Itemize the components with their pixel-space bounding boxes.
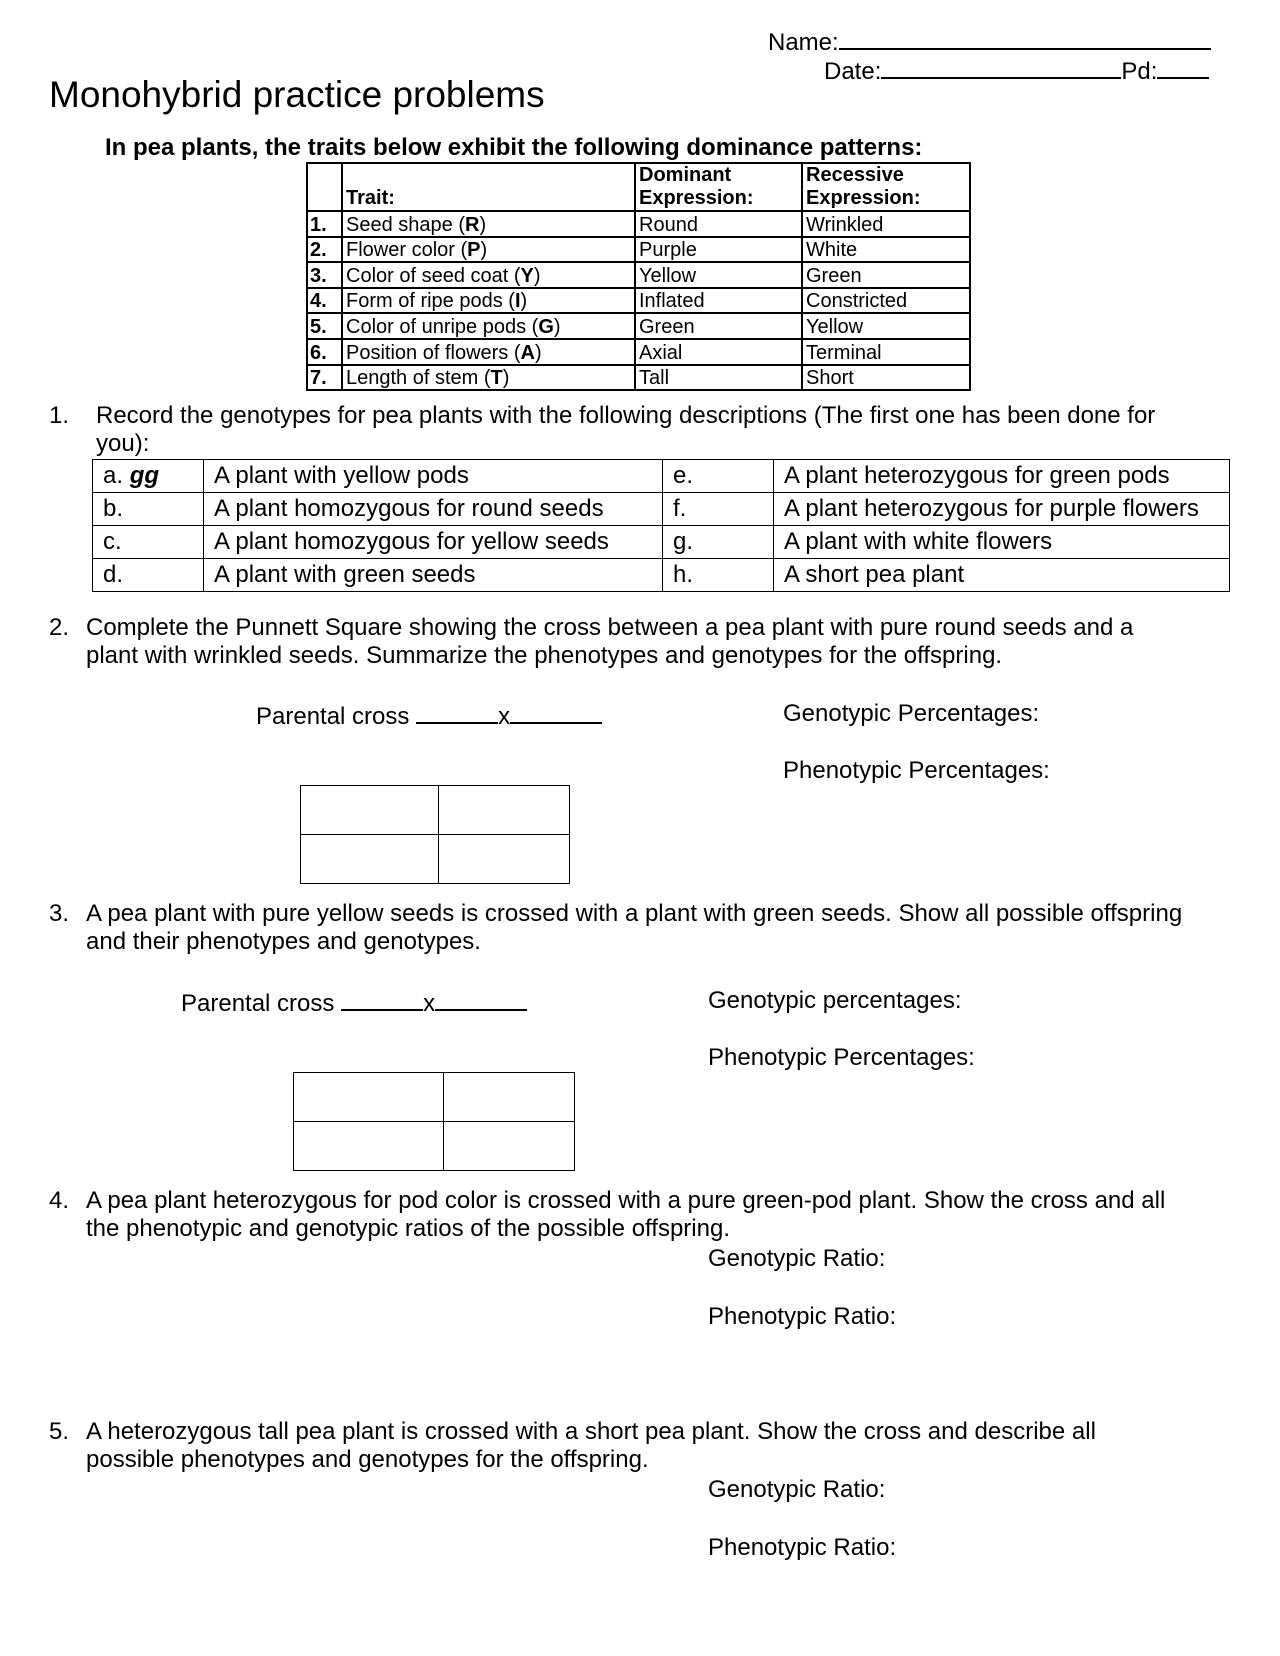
q5-genotypic-label: Genotypic Ratio: [708,1476,886,1503]
punnett-cell[interactable] [444,1073,575,1122]
description-cell: A plant homozygous for yellow seeds [204,526,663,559]
allele-symbol: G [538,315,554,338]
trait-cell [342,365,635,391]
q4-genotypic-label: Genotypic Ratio: [708,1245,886,1272]
table-header-row [307,163,970,211]
trait-close: ) [533,264,541,287]
name-label: Name: [768,29,839,56]
parent2-blank[interactable] [510,700,602,724]
answer-cell[interactable] [93,460,204,493]
recessive-cell: Short [802,365,970,391]
pd-label: Pd: [1121,58,1158,85]
table-row [307,262,970,288]
trait-cell [342,262,635,288]
table-row [307,288,970,314]
q5-text-line1: A heterozygous tall pea plant is crossed with a short pea plant. Show the cross and describe all [86,1418,1096,1445]
row-number: 4. [307,288,342,314]
dominant-header [635,163,802,211]
trait-cell [342,288,635,314]
description-cell: A plant heterozygous for green pods [774,460,1230,493]
trait-close: ) [479,213,487,236]
parent2-blank[interactable] [435,987,527,1011]
punnett-cell[interactable] [439,835,570,884]
cross-x: x [423,990,436,1017]
q3-phenotypic-label: Phenotypic Percentages: [708,1044,975,1071]
row-number: 2. [307,237,342,263]
row-number: 6. [307,339,342,365]
recessive-header-line2: Expression: [806,187,921,209]
allele-symbol: T [490,367,503,390]
cross-x: x [498,703,511,730]
date-label: Date: [824,58,882,85]
row-number: 1. [307,211,342,237]
q3-text-line2: and their phenotypes and genotypes. [86,928,481,955]
recessive-cell: Green [802,262,970,288]
dominant-cell: Inflated [635,288,802,314]
allele-symbol: R [464,213,480,236]
q5-phenotypic-label: Phenotypic Ratio: [708,1534,897,1561]
parent1-blank[interactable] [341,987,423,1011]
genotype-table [92,459,1230,592]
table-row [93,526,1230,559]
trait-text: Seed shape ( [346,213,465,236]
q3-number: 3. [49,900,70,927]
q5-text-line2: possible phenotypes and genotypes for the offspring. [86,1446,649,1473]
name-blank[interactable] [839,26,1211,50]
q4-text-line1: A pea plant heterozygous for pod color is crossed with a pure green-pod plant. Show the cross and all [86,1187,1166,1214]
q2-parental-cross [256,700,602,731]
trait-close: ) [480,239,488,262]
trait-close: ) [553,315,561,338]
parent1-blank[interactable] [416,700,498,724]
punnett-cell[interactable] [439,786,570,835]
dominant-header-line2: Expression: [639,187,754,209]
date-field[interactable] [824,55,1209,86]
trait-close: ) [520,290,528,313]
table-row [93,493,1230,526]
q2-genotypic-label: Genotypic Percentages: [783,700,1040,727]
q2-text-line2: plant with wrinkled seeds. Summarize the phenotypes and genotypes for the offspring. [86,642,1003,669]
parental-cross-label: Parental cross [256,703,410,730]
q3-parental-cross [181,987,527,1018]
table-row [93,559,1230,592]
q2-text-line1: Complete the Punnett Square showing the cross between a pea plant with pure round seeds and a [86,614,1134,641]
punnett-cell[interactable] [444,1122,575,1171]
intro-text: In pea plants, the traits below exhibit the following dominance patterns: [105,134,923,161]
trait-cell [342,237,635,263]
dominant-cell: Yellow [635,262,802,288]
q1-text-line1: Record the genotypes for pea plants with the following descriptions (The first one has been done for [96,402,1156,429]
trait-text: Flower color ( [346,239,468,262]
row-number: 7. [307,365,342,391]
punnett-cell[interactable] [301,786,439,835]
q4-phenotypic-label: Phenotypic Ratio: [708,1303,897,1330]
q1-text-line2: you): [96,430,150,457]
q2-phenotypic-label: Phenotypic Percentages: [783,757,1050,784]
q4-number: 4. [49,1187,70,1214]
trait-text: Form of ripe pods ( [346,290,515,313]
trait-cell [342,339,635,365]
description-cell: A plant with yellow pods [204,460,663,493]
row-number: 3. [307,262,342,288]
answer-cell[interactable]: g. [663,526,774,559]
allele-symbol: I [514,290,521,313]
q4-text-line2: the phenotypic and genotypic ratios of the possible offspring. [86,1215,730,1242]
trait-header-text: Trait: [346,187,395,209]
answer-cell[interactable]: e. [663,460,774,493]
punnett-cell[interactable] [294,1073,444,1122]
answer-cell[interactable]: h. [663,559,774,592]
recessive-cell: Yellow [802,313,970,339]
recessive-cell: Wrinkled [802,211,970,237]
trait-text: Color of seed coat ( [346,264,521,287]
answer-cell[interactable] [93,559,204,592]
q3-genotypic-label: Genotypic percentages: [708,987,962,1014]
row-letter: b. [103,495,124,522]
dominant-cell: Tall [635,365,802,391]
q3-text-line1: A pea plant with pure yellow seeds is crossed with a plant with green seeds. Show all possible offspring [86,900,1183,927]
q2-number: 2. [49,614,70,641]
table-row [307,237,970,263]
dominant-cell: Green [635,313,802,339]
recessive-header-line1: Recessive [806,164,904,186]
description-cell: A plant with green seeds [204,559,663,592]
row-letter: d. [103,561,124,588]
recessive-cell: Constricted [802,288,970,314]
trait-header [342,163,635,211]
dominant-cell: Round [635,211,802,237]
table-row [307,313,970,339]
description-cell: A plant with white flowers [774,526,1230,559]
table-row [307,339,970,365]
allele-symbol: P [467,239,481,262]
parental-cross-label: Parental cross [181,990,335,1017]
answer-cell[interactable] [93,493,204,526]
trait-close: ) [534,341,542,364]
table-cell [307,163,342,211]
recessive-cell: Terminal [802,339,970,365]
row-number: 5. [307,313,342,339]
dominant-cell: Axial [635,339,802,365]
name-field[interactable] [768,26,1211,57]
q1-number: 1. [49,402,70,429]
recessive-cell: White [802,237,970,263]
answer-text: gg [129,462,160,489]
q3-punnett-square [293,1072,575,1171]
pd-blank[interactable] [1157,55,1209,79]
trait-close: ) [502,367,510,390]
dominance-table [306,162,971,391]
q2-punnett-square [300,785,570,884]
answer-cell[interactable]: f. [663,493,774,526]
table-row [307,365,970,391]
row-letter: a. [103,462,124,489]
trait-text: Position of flowers ( [346,341,521,364]
table-row [307,211,970,237]
trait-text: Length of stem ( [346,367,491,390]
description-cell: A plant heterozygous for purple flowers [774,493,1230,526]
recessive-header [802,163,970,211]
answer-cell[interactable] [93,526,204,559]
punnett-cell[interactable] [294,1122,444,1171]
trait-cell [342,313,635,339]
row-letter: c. [103,528,122,555]
dominant-cell: Purple [635,237,802,263]
trait-text: Color of unripe pods ( [346,315,539,338]
description-cell: A plant homozygous for round seeds [204,493,663,526]
page-title: Monohybrid practice problems [49,74,545,115]
punnett-cell[interactable] [301,835,439,884]
date-blank[interactable] [881,55,1121,79]
dominant-header-line1: Dominant [639,164,732,186]
description-cell: A short pea plant [774,559,1230,592]
allele-symbol: Y [520,264,534,287]
table-row [93,460,1230,493]
trait-cell [342,211,635,237]
allele-symbol: A [520,341,535,364]
q5-number: 5. [49,1418,70,1445]
